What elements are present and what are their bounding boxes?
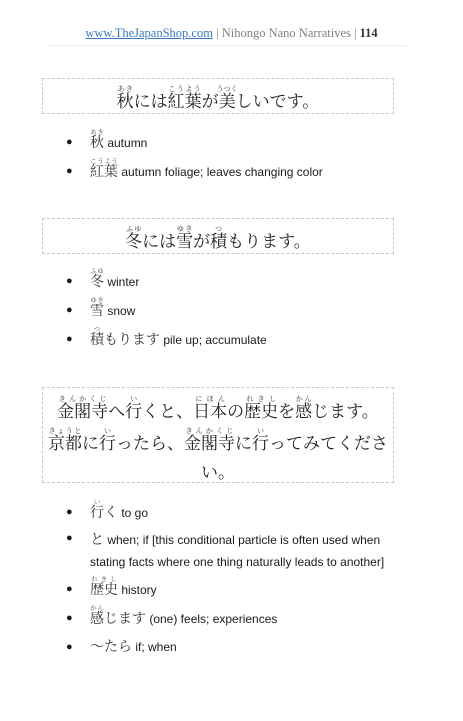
vocab-meaning: autumn bbox=[104, 136, 148, 150]
furigana-word bbox=[90, 325, 104, 348]
furigana-word bbox=[216, 85, 238, 112]
vocab-term bbox=[90, 267, 104, 290]
kanji-base: 秋 bbox=[116, 92, 134, 112]
vocab-item bbox=[66, 575, 406, 604]
vocab-item bbox=[66, 498, 406, 527]
kana-text: へ bbox=[108, 402, 126, 422]
vocab-meaning: autumn foliage; leaves changing color bbox=[118, 165, 323, 179]
kanji-base: 行 bbox=[125, 402, 143, 422]
furigana-reading: きんかくじ bbox=[184, 427, 235, 435]
kana-text: もります bbox=[104, 332, 160, 348]
furigana-reading: い bbox=[90, 498, 104, 506]
kana-text: じます bbox=[104, 611, 146, 627]
vocabulary-list bbox=[66, 267, 267, 354]
furigana-reading: きんかくじ bbox=[57, 395, 109, 403]
sentence-line bbox=[43, 85, 393, 114]
kanji-base: 冬 bbox=[90, 274, 104, 290]
furigana-reading: にほん bbox=[193, 395, 228, 403]
furigana-reading: こうよう bbox=[90, 157, 118, 165]
kanji-base: 紅葉 bbox=[167, 92, 202, 112]
furigana-reading: うつく bbox=[216, 85, 238, 93]
furigana-reading: かん bbox=[90, 604, 104, 612]
vocab-item bbox=[66, 267, 267, 296]
vocab-item bbox=[66, 604, 406, 633]
sentence-line bbox=[43, 459, 393, 488]
furigana-word bbox=[125, 225, 143, 252]
vocab-meaning: to go bbox=[118, 506, 149, 520]
kanji-base: 美 bbox=[216, 92, 238, 112]
furigana-word bbox=[193, 395, 228, 422]
furigana-word bbox=[90, 604, 104, 627]
example-sentence-box bbox=[42, 387, 394, 483]
furigana-reading: れきし bbox=[90, 575, 118, 583]
example-sentence-box bbox=[42, 78, 394, 114]
bullet-icon: ● bbox=[66, 333, 73, 345]
sentence-line bbox=[43, 225, 393, 254]
kanji-base: 日本 bbox=[193, 402, 228, 422]
vocabulary-list bbox=[66, 498, 406, 661]
kanji-base: 行 bbox=[90, 505, 104, 521]
kanji-base: 雪 bbox=[90, 303, 104, 319]
vocab-term bbox=[90, 575, 118, 598]
furigana-reading: ふゆ bbox=[90, 267, 104, 275]
furigana-word bbox=[57, 395, 109, 422]
kanji-base: 感 bbox=[295, 402, 313, 422]
furigana-reading: れきし bbox=[244, 395, 279, 403]
kanji-base: 感 bbox=[90, 611, 104, 627]
kanji-base: 行 bbox=[99, 434, 116, 454]
kana-text: に bbox=[235, 434, 252, 454]
book-title: Nihongo Nano Narratives bbox=[221, 26, 351, 40]
vocab-item bbox=[66, 527, 406, 575]
furigana-word bbox=[125, 395, 143, 422]
kana-text: の bbox=[227, 402, 245, 422]
kana-text: が bbox=[193, 232, 211, 252]
furigana-word bbox=[90, 157, 118, 180]
kana-text: ったら、 bbox=[116, 434, 184, 454]
kana-text: に bbox=[82, 434, 99, 454]
vocab-meaning: pile up; accumulate bbox=[160, 333, 267, 347]
bullet-icon: ● bbox=[66, 165, 73, 177]
kana-text: が bbox=[201, 92, 219, 112]
vocab-term bbox=[90, 128, 104, 151]
bullet-icon: ● bbox=[66, 506, 73, 518]
furigana-word bbox=[176, 225, 194, 252]
vocab-term bbox=[90, 325, 160, 348]
furigana-reading: い bbox=[125, 395, 143, 403]
furigana-word bbox=[48, 427, 82, 454]
vocab-term bbox=[90, 532, 104, 548]
vocab-term bbox=[90, 157, 118, 180]
bullet-icon: ● bbox=[66, 136, 73, 148]
furigana-word bbox=[90, 575, 118, 598]
kanji-base: 歴史 bbox=[244, 402, 279, 422]
furigana-word bbox=[90, 498, 104, 521]
furigana-reading: つ bbox=[210, 225, 228, 233]
kana-text: ってみてくださ bbox=[269, 434, 388, 454]
page-number: 114 bbox=[359, 26, 378, 40]
furigana-reading: あき bbox=[90, 128, 104, 136]
kanji-base: 京都 bbox=[48, 434, 82, 454]
header-separator: | bbox=[212, 26, 222, 40]
vocab-item bbox=[66, 157, 323, 186]
kanji-base: 積 bbox=[90, 332, 104, 348]
kana-text: と bbox=[90, 532, 104, 548]
site-link[interactable]: www.TheJapanShop.com bbox=[85, 26, 213, 40]
vocab-item bbox=[66, 128, 323, 157]
furigana-word bbox=[90, 267, 104, 290]
furigana-reading: い bbox=[99, 427, 116, 435]
vocab-item bbox=[66, 296, 267, 325]
vocab-meaning: snow bbox=[104, 304, 136, 318]
furigana-reading: かん bbox=[295, 395, 313, 403]
kana-text: い。 bbox=[201, 463, 235, 483]
furigana-reading: ふゆ bbox=[125, 225, 143, 233]
example-sentence-box bbox=[42, 218, 394, 254]
furigana-reading: あき bbox=[116, 85, 134, 93]
kanji-base: 雪 bbox=[176, 232, 194, 252]
vocab-meaning: winter bbox=[104, 275, 140, 289]
vocab-meaning: if; when bbox=[132, 640, 177, 654]
kanji-base: 歴史 bbox=[90, 582, 118, 598]
vocab-item bbox=[66, 325, 267, 354]
vocab-term bbox=[90, 639, 132, 655]
kana-text: く bbox=[104, 505, 118, 521]
bullet-icon: ● bbox=[66, 612, 73, 624]
bullet-icon: ● bbox=[66, 532, 73, 544]
bullet-icon: ● bbox=[66, 275, 73, 287]
header-separator: | bbox=[350, 26, 360, 40]
sentence-line bbox=[43, 427, 393, 459]
kanji-base: 積 bbox=[210, 232, 228, 252]
kana-text: を bbox=[278, 402, 296, 422]
furigana-word bbox=[99, 427, 116, 454]
bullet-icon: ● bbox=[66, 641, 73, 653]
furigana-word bbox=[252, 427, 269, 454]
furigana-word bbox=[167, 85, 202, 112]
kana-text: じます。 bbox=[312, 402, 379, 422]
furigana-reading: つ bbox=[90, 325, 104, 333]
furigana-word bbox=[90, 296, 104, 319]
vocab-meaning: history bbox=[118, 583, 157, 597]
vocab-item bbox=[66, 633, 406, 661]
vocab-term bbox=[90, 498, 118, 521]
kanji-base: 金閣寺 bbox=[57, 402, 109, 422]
kana-text: しいです。 bbox=[235, 92, 320, 112]
kana-text: くと、 bbox=[142, 402, 194, 422]
furigana-word bbox=[295, 395, 313, 422]
kana-text: ～たら bbox=[90, 639, 132, 655]
sentence-line bbox=[43, 395, 393, 427]
bullet-icon: ● bbox=[66, 304, 73, 316]
furigana-word bbox=[244, 395, 279, 422]
vocabulary-list bbox=[66, 128, 323, 186]
furigana-reading: きょうと bbox=[48, 427, 82, 435]
furigana-reading: ゆき bbox=[176, 225, 194, 233]
furigana-reading: ゆき bbox=[90, 296, 104, 304]
furigana-word bbox=[210, 225, 228, 252]
kanji-base: 冬 bbox=[125, 232, 143, 252]
bullet-icon: ● bbox=[66, 583, 73, 595]
kana-text: には bbox=[142, 232, 177, 252]
kanji-base: 秋 bbox=[90, 135, 104, 151]
kanji-base: 金閣寺 bbox=[184, 434, 235, 454]
vocab-meaning: when; if [this conditional particle is often used when stating facts where one thing naturally leads to another] bbox=[90, 533, 385, 569]
furigana-word bbox=[90, 128, 104, 151]
vocab-term bbox=[90, 604, 146, 627]
page-header bbox=[0, 26, 463, 41]
kanji-base: 行 bbox=[252, 434, 269, 454]
header-divider bbox=[46, 45, 406, 46]
kanji-base: 紅葉 bbox=[90, 164, 118, 180]
vocab-term bbox=[90, 296, 104, 319]
vocab-meaning: (one) feels; experiences bbox=[146, 612, 278, 626]
kana-text: には bbox=[133, 92, 168, 112]
furigana-reading: こうよう bbox=[167, 85, 202, 93]
furigana-word bbox=[116, 85, 134, 112]
furigana-reading: い bbox=[252, 427, 269, 435]
kana-text: もります。 bbox=[227, 232, 311, 252]
furigana-word bbox=[184, 427, 235, 454]
